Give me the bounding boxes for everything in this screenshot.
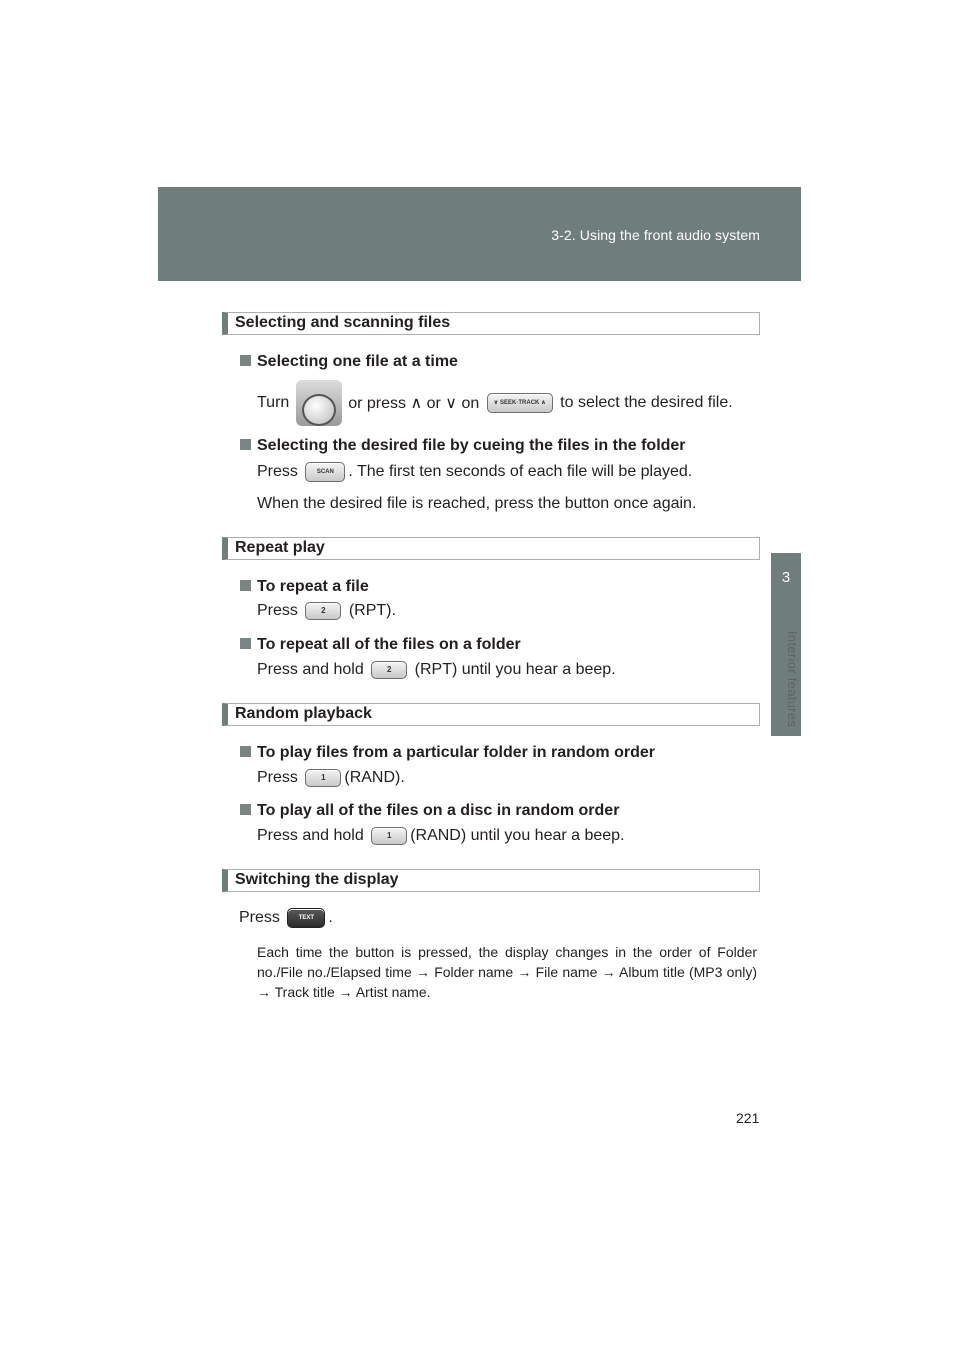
- seek-track-button-icon: ∨ SEEK·TRACK ∧: [487, 393, 553, 413]
- section-title: Selecting and scanning files: [235, 314, 451, 331]
- tune-knob-icon: [296, 380, 342, 426]
- subheading-random-folder: To play files from a particular folder in random order: [240, 744, 655, 762]
- instruction-line: Press and hold 1 (RAND) until you hear a beep.: [257, 827, 625, 844]
- square-bullet-icon: [240, 580, 251, 591]
- instruction-line: Press 2 (RPT).: [257, 602, 396, 619]
- instruction-line: Press 1 (RAND).: [257, 769, 405, 786]
- chapter-number: 3: [781, 569, 791, 586]
- scan-button-icon: SCAN: [305, 462, 345, 482]
- square-bullet-icon: [240, 804, 251, 815]
- page-number: 221: [736, 1110, 760, 1126]
- subheading-repeat-folder: To repeat all of the files on a folder: [240, 636, 521, 654]
- subheading-repeat-file: To repeat a file: [240, 578, 369, 596]
- preset-2-button-icon: 2: [371, 661, 407, 679]
- preset-1-button-icon: 1: [305, 769, 341, 787]
- section-header-random: [222, 703, 760, 726]
- section-header-display: [222, 869, 760, 892]
- subheading-cueing: Selecting the desired file by cueing the files in the folder: [240, 437, 686, 455]
- section-title: Switching the display: [235, 871, 399, 888]
- square-bullet-icon: [240, 355, 251, 366]
- section-title: Repeat play: [235, 539, 325, 556]
- header-bar: [158, 187, 801, 281]
- chapter-label: Interior features: [785, 631, 800, 728]
- instruction-line: Turn or press ∧ or ∨ on ∨ SEEK·TRACK ∧ to select the desired file.: [257, 380, 733, 426]
- subheading-random-disc: To play all of the files on a disc in random order: [240, 802, 619, 820]
- square-bullet-icon: [240, 638, 251, 649]
- section-header-repeat: [222, 537, 760, 560]
- preset-2-button-icon: 2: [305, 602, 341, 620]
- subheading-select-one: Selecting one file at a time: [240, 353, 458, 371]
- preset-1-button-icon: 1: [371, 827, 407, 845]
- instruction-line: When the desired file is reached, press the button once again.: [257, 495, 697, 512]
- square-bullet-icon: [240, 439, 251, 450]
- section-header-selecting: [222, 312, 760, 335]
- text-button-icon: TEXT: [287, 908, 325, 928]
- instruction-line: Press and hold 2 (RPT) until you hear a beep.: [257, 661, 616, 678]
- section-title: Random playback: [235, 705, 372, 722]
- instruction-line: Press SCAN . The first ten seconds of each file will be played.: [257, 463, 693, 480]
- square-bullet-icon: [240, 746, 251, 757]
- note-paragraph: Each time the button is pressed, the display changes in the order of Folder no./File no./Elapsed time → Folder name → File name → Album title (MP3 only) → Track title → Artist name.: [257, 944, 757, 1000]
- instruction-line: Press TEXT .: [239, 909, 333, 926]
- header-title: 3-2. Using the front audio system: [551, 227, 760, 243]
